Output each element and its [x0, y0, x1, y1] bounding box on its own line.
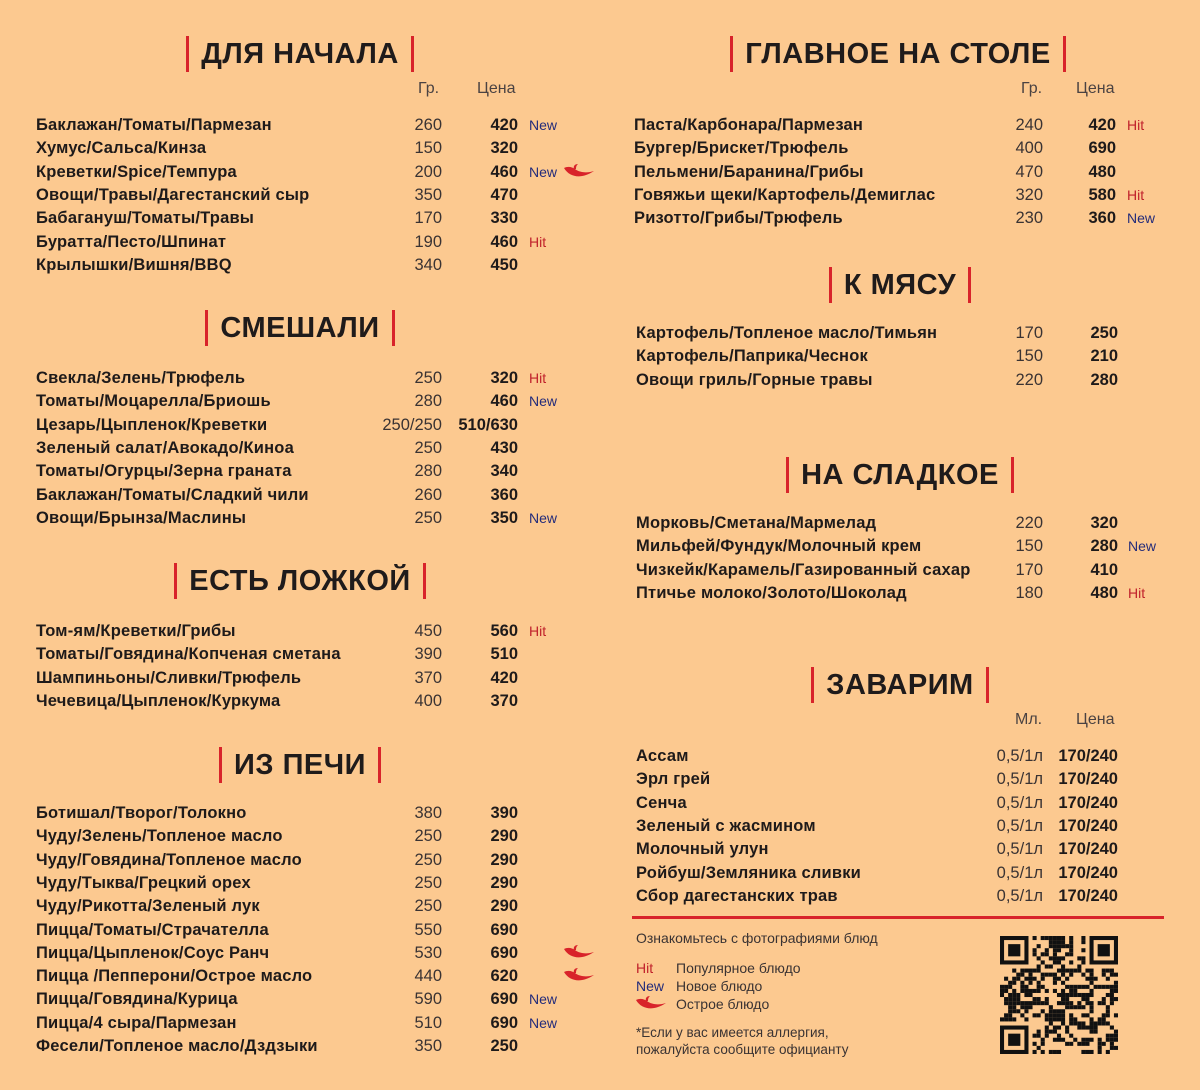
menu-item-name: Пицца/Говядина/Курица — [36, 990, 238, 1008]
menu-item-price: 170/240 — [1058, 747, 1118, 765]
menu-item-name: Пицца/4 сыра/Пармезан — [36, 1014, 237, 1032]
menu-item-weight: 550 — [414, 921, 442, 939]
menu-item-price: 480 — [1088, 163, 1116, 181]
menu-item — [0, 620, 1200, 643]
menu-item-name: Бургер/Брискет/Трюфель — [634, 139, 849, 157]
menu-item-name: Пицца /Пепперони/Острое масло — [36, 967, 313, 985]
menu-item-weight: 170 — [1015, 561, 1043, 579]
menu-item — [0, 1012, 1200, 1035]
hit-badge: Hit — [529, 234, 547, 250]
menu-item-weight: 150 — [414, 139, 442, 157]
menu-item-name: Креветки/Spice/Темпура — [36, 163, 237, 181]
col-header-price-right: Цена — [1076, 80, 1115, 97]
menu-item-price: 690 — [1088, 139, 1116, 157]
menu-item — [0, 369, 1200, 392]
menu-item-price: 280 — [1090, 537, 1118, 555]
menu-item — [0, 988, 1200, 1011]
menu-item-weight: 0,5/1л — [996, 864, 1043, 882]
col-header-price-left: Цена — [477, 80, 516, 97]
hit-badge: Hit — [636, 960, 654, 976]
menu-item-weight: 250 — [414, 827, 442, 845]
menu-item-name: Баклажан/Томаты/Сладкий чили — [36, 486, 309, 504]
menu-item-price: 170/240 — [1058, 817, 1118, 835]
new-badge: New — [529, 164, 558, 180]
menu-item-price: 420 — [490, 116, 518, 134]
menu-item-weight: 190 — [414, 233, 442, 251]
menu-item-weight: 220 — [1015, 371, 1043, 389]
menu-item-weight: 590 — [414, 990, 442, 1008]
menu-item-weight: 390 — [414, 645, 442, 663]
legend-spicy-label: Острое блюдо — [676, 996, 770, 1012]
menu-item-weight: 0,5/1л — [996, 794, 1043, 812]
menu-item-weight: 170 — [414, 209, 442, 227]
menu-item-price: 580 — [1088, 186, 1116, 204]
menu-item-price: 450 — [490, 256, 518, 274]
menu-item-weight: 450 — [414, 622, 442, 640]
menu-item-weight: 250/250 — [382, 416, 442, 434]
menu-item — [0, 414, 1200, 437]
menu-item-name: Овощи гриль/Горные травы — [636, 371, 873, 389]
menu-item-name: Томаты/Огурцы/Зерна граната — [36, 462, 292, 480]
col-header-gr-left: Гр. — [418, 80, 440, 97]
new-badge: New — [529, 991, 558, 1007]
menu-item-weight: 380 — [414, 804, 442, 822]
chili-pepper-icon — [562, 944, 596, 962]
menu-item-price: 170/240 — [1058, 887, 1118, 905]
menu-item — [0, 512, 1200, 535]
menu-item-price: 420 — [1088, 116, 1116, 134]
menu-item-name: Томаты/Говядина/Копченая сметана — [36, 645, 341, 663]
section-title — [600, 457, 1200, 493]
menu-item-weight: 370 — [414, 669, 442, 687]
menu-item — [0, 942, 1200, 965]
menu-item-weight: 250 — [414, 369, 442, 387]
menu-item-name: Хумус/Сальса/Кинза — [36, 139, 207, 157]
menu-item-name: Паста/Карбонара/Пармезан — [634, 116, 864, 134]
menu-item-name: Ройбуш/Земляника сливки — [636, 864, 861, 882]
menu-item-name: Картофель/Паприка/Чеснок — [636, 347, 868, 365]
menu-item — [0, 345, 1200, 368]
menu-item-name: Зеленый с жасмином — [636, 817, 816, 835]
menu-item-weight: 250 — [414, 851, 442, 869]
menu-item-name: Говяжьи щеки/Картофель/Демиглас — [634, 186, 936, 204]
menu-item-name: Ботишал/Творог/Толокно — [36, 804, 247, 822]
menu-item-weight: 470 — [1015, 163, 1043, 181]
menu-item-weight: 280 — [414, 392, 442, 410]
legend-new-label: Новое блюдо — [676, 978, 763, 994]
section-title-text: ГЛАВНОЕ НА СТОЛЕ — [730, 36, 1066, 72]
chili-pepper-icon — [562, 967, 596, 985]
menu-item-name: Баклажан/Томаты/Пармезан — [36, 116, 272, 134]
menu-item-price: 320 — [490, 369, 518, 387]
menu-item-weight: 0,5/1л — [996, 770, 1043, 788]
menu-item — [0, 559, 1200, 582]
menu-item-weight: 240 — [1015, 116, 1043, 134]
new-badge: New — [529, 393, 558, 409]
menu-item-weight: 530 — [414, 944, 442, 962]
menu-item-price: 320 — [490, 139, 518, 157]
menu-item-price: 460 — [490, 392, 518, 410]
menu-item-weight: 250 — [414, 874, 442, 892]
menu-item-name: Морковь/Сметана/Мармелад — [636, 514, 877, 532]
menu-item — [0, 643, 1200, 666]
menu-item-price: 510/630 — [458, 416, 518, 434]
menu-item-price: 350 — [490, 509, 518, 527]
menu-item-weight: 250 — [414, 439, 442, 457]
menu-item-name: Эрл грей — [636, 770, 711, 788]
menu-item-price: 690 — [490, 921, 518, 939]
menu-item-price: 510 — [490, 645, 518, 663]
menu-item-price: 690 — [490, 1014, 518, 1032]
menu-item-price: 690 — [490, 990, 518, 1008]
menu-item-weight: 230 — [1015, 209, 1043, 227]
new-badge: New — [529, 510, 558, 526]
menu-item — [0, 231, 1200, 254]
menu-item-price: 480 — [1090, 584, 1118, 602]
menu-item-name: Чизкейк/Карамель/Газированный сахар — [636, 561, 971, 579]
menu-item-price: 690 — [490, 944, 518, 962]
menu-item-name: Чуду/Говядина/Топленое масло — [36, 851, 302, 869]
menu-item-name: Сенча — [636, 794, 687, 812]
hit-badge: Hit — [1128, 585, 1146, 601]
menu-item-name: Крылышки/Вишня/BBQ — [36, 256, 232, 274]
menu-item-name: Чуду/Тыква/Грецкий орех — [36, 874, 251, 892]
menu-item-name: Пицца/Цыпленок/Соус Ранч — [36, 944, 270, 962]
menu-item-name: Сбор дагестанских трав — [636, 887, 838, 905]
menu-item-price: 430 — [490, 439, 518, 457]
menu-item-weight: 400 — [1015, 139, 1043, 157]
menu-item-weight: 250 — [414, 509, 442, 527]
menu-item — [0, 768, 1200, 791]
menu-item-name: Ассам — [636, 747, 689, 765]
section-title-text: К МЯСУ — [829, 267, 971, 303]
menu-item-price: 370 — [490, 692, 518, 710]
photos-note: Ознакомьтесь с фотографиями блюд — [636, 930, 878, 946]
menu-item-price: 170/240 — [1058, 794, 1118, 812]
menu-item — [0, 1035, 1200, 1058]
new-badge: New — [529, 1015, 558, 1031]
menu-item-name: Пельмени/Баранина/Грибы — [634, 163, 864, 181]
section-title-text: ИЗ ПЕЧИ — [219, 747, 381, 783]
menu-item-name: Шампиньоны/Сливки/Трюфель — [36, 669, 302, 687]
menu-item-price: 340 — [490, 462, 518, 480]
section-title — [600, 267, 1200, 303]
col-header-ml: Мл. — [1015, 711, 1043, 728]
menu-item-price: 250 — [1090, 324, 1118, 342]
legend-hit-label: Популярное блюдо — [676, 960, 801, 976]
menu-item-name: Овощи/Травы/Дагестанский сыр — [36, 186, 310, 204]
menu-item — [0, 745, 1200, 768]
menu-item-weight: 250 — [414, 897, 442, 915]
col-header-price-tea: Цена — [1076, 711, 1115, 728]
menu-item-price: 290 — [490, 827, 518, 845]
menu-item-price: 360 — [1088, 209, 1116, 227]
menu-item-price: 170/240 — [1058, 770, 1118, 788]
menu-item — [0, 535, 1200, 558]
menu-item-name: Том-ям/Креветки/Грибы — [36, 622, 236, 640]
menu-item-name: Птичье молоко/Золото/Шоколад — [636, 584, 907, 602]
menu-item-name: Чуду/Рикотта/Зеленый лук — [36, 897, 260, 915]
menu-item-weight: 340 — [414, 256, 442, 274]
new-badge: New — [1128, 538, 1157, 554]
menu-item-price: 210 — [1090, 347, 1118, 365]
menu-item — [0, 137, 1200, 160]
menu-item — [0, 919, 1200, 942]
menu-item-weight: 280 — [414, 462, 442, 480]
menu-item-price: 460 — [490, 233, 518, 251]
menu-item-weight: 350 — [414, 1037, 442, 1055]
menu-item-price: 170/240 — [1058, 864, 1118, 882]
menu-item — [0, 792, 1200, 815]
col-header-gr-right: Гр. — [1021, 80, 1043, 97]
menu-item-weight: 0,5/1л — [996, 887, 1043, 905]
menu-item-price: 620 — [490, 967, 518, 985]
section-title — [598, 36, 1198, 72]
menu-item-name: Пицца/Томаты/Страчателла — [36, 921, 269, 939]
menu-item — [0, 322, 1200, 345]
allergy-note-line1: *Если у вас имеется аллергия, — [636, 1025, 829, 1040]
menu-item-price: 170/240 — [1058, 840, 1118, 858]
new-badge: New — [1127, 210, 1156, 226]
menu-item-price: 470 — [490, 186, 518, 204]
menu-item-weight: 320 — [1015, 186, 1043, 204]
menu-item-name: Томаты/Моцарелла/Бриошь — [36, 392, 271, 410]
allergy-note-line2: пожалуйста сообщите официанту — [636, 1042, 849, 1057]
menu-item — [0, 582, 1200, 605]
menu-item-price: 460 — [490, 163, 518, 181]
section-title-text: СМЕШАЛИ — [205, 310, 394, 346]
menu-item-price: 290 — [490, 851, 518, 869]
menu-item-weight: 0,5/1л — [996, 747, 1043, 765]
new-badge: New — [529, 117, 558, 133]
menu-item — [0, 838, 1200, 861]
menu-item-weight: 350 — [414, 186, 442, 204]
menu-item — [0, 114, 1200, 137]
menu-item-weight: 400 — [414, 692, 442, 710]
section-title-text: НА СЛАДКОЕ — [786, 457, 1014, 493]
menu-item — [0, 161, 1200, 184]
menu-item-name: Цезарь/Цыпленок/Креветки — [36, 416, 268, 434]
menu-item-price: 290 — [490, 897, 518, 915]
section-title-text: ЕСТЬ ЛОЖКОЙ — [174, 563, 426, 599]
menu-item-name: Зеленый салат/Авокадо/Киноа — [36, 439, 294, 457]
menu-item-weight: 260 — [414, 116, 442, 134]
section-title-text: ДЛЯ НАЧАЛА — [186, 36, 414, 72]
menu-item-name: Бабагануш/Томаты/Травы — [36, 209, 255, 227]
menu-item-name: Овощи/Брынза/Маслины — [36, 509, 247, 527]
menu-item-price: 330 — [490, 209, 518, 227]
menu-item-name: Картофель/Топленое масло/Тимьян — [636, 324, 938, 342]
menu-item-name: Чуду/Зелень/Топленое масло — [36, 827, 283, 845]
menu-item — [0, 815, 1200, 838]
menu-item-name: Фесели/Топленое масло/Дздзыки — [36, 1037, 318, 1055]
menu-item — [0, 390, 1200, 413]
menu-item-name: Молочный улун — [636, 840, 769, 858]
menu-item — [0, 885, 1200, 908]
menu-item-weight: 260 — [414, 486, 442, 504]
new-badge: New — [636, 978, 665, 994]
menu-item-price: 290 — [490, 874, 518, 892]
menu-item-weight: 150 — [1015, 347, 1043, 365]
menu-item — [0, 207, 1200, 230]
hit-badge: Hit — [1127, 117, 1145, 133]
menu-item-price: 390 — [490, 804, 518, 822]
menu-item-weight: 510 — [414, 1014, 442, 1032]
section-title — [0, 36, 600, 72]
hit-badge: Hit — [1127, 187, 1145, 203]
menu-item-price: 280 — [1090, 371, 1118, 389]
hit-badge: Hit — [529, 623, 547, 639]
menu-item-name: Чечевица/Цыпленок/Куркума — [36, 692, 281, 710]
menu-item-weight: 0,5/1л — [996, 840, 1043, 858]
menu-item-weight: 180 — [1015, 584, 1043, 602]
section-title-text: ЗАВАРИМ — [811, 667, 988, 703]
menu-item-price: 410 — [1090, 561, 1118, 579]
menu-item — [0, 184, 1200, 207]
menu-item-weight: 170 — [1015, 324, 1043, 342]
menu-item-name: Буратта/Песто/Шпинат — [36, 233, 227, 251]
menu-item-weight: 150 — [1015, 537, 1043, 555]
menu-item — [0, 965, 1200, 988]
menu-item-price: 420 — [490, 669, 518, 687]
menu-item-price: 360 — [490, 486, 518, 504]
menu-item-price: 250 — [490, 1037, 518, 1055]
menu-item-price: 320 — [1090, 514, 1118, 532]
section-title — [600, 667, 1200, 703]
menu-item-weight: 440 — [414, 967, 442, 985]
menu-item-weight: 220 — [1015, 514, 1043, 532]
menu-item-name: Ризотто/Грибы/Трюфель — [634, 209, 843, 227]
menu-item-price: 560 — [490, 622, 518, 640]
menu-item-weight: 0,5/1л — [996, 817, 1043, 835]
menu-item — [0, 862, 1200, 885]
menu-item-weight: 200 — [414, 163, 442, 181]
menu-item-name: Мильфей/Фундук/Молочный крем — [636, 537, 922, 555]
menu-item-name: Свекла/Зелень/Трюфель — [36, 369, 246, 387]
hit-badge: Hit — [529, 370, 547, 386]
